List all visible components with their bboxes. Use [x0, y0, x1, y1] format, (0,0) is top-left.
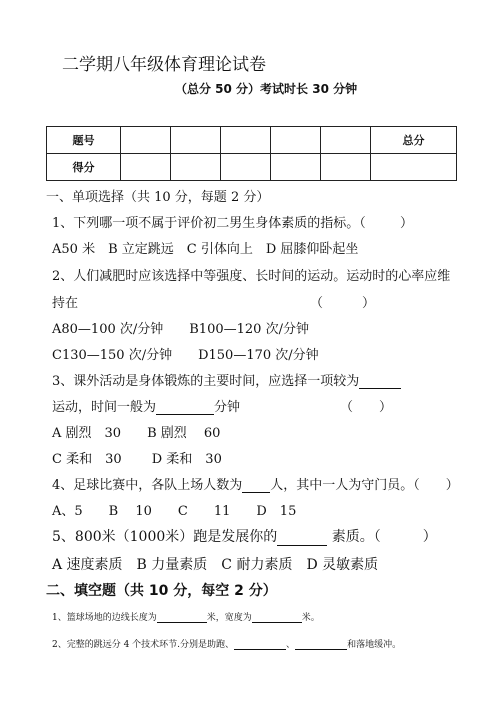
table-cell: 得分 [47, 154, 121, 181]
q3-options-2: C 柔和 30 D 柔和 30 [52, 452, 222, 467]
fill-q2-part-b: 、 [286, 640, 296, 650]
q4-cont-part: 人，其中一人为守门员。（ ） [270, 478, 459, 493]
q2-text: 2、人们减肥时应该选择中等强度、长时间的运动。运动时的心率应维 [52, 269, 451, 284]
exam-subtitle: （总分 50 分）考试时长 30 分钟 [175, 82, 358, 96]
table-cell [271, 127, 321, 154]
fill-q2-blank-1[interactable] [234, 639, 286, 650]
fill-q1-blank-1[interactable] [157, 612, 207, 623]
q5-text [52, 526, 437, 546]
fill-q1-part-b: 米，宽度为 [206, 613, 252, 623]
q3-cont-part1: 运动，时间一般为 [52, 400, 157, 415]
score-table-score-row [47, 154, 457, 181]
score-input-cell[interactable] [371, 154, 457, 181]
score-table-header-row [47, 127, 457, 154]
score-input-cell[interactable] [221, 154, 271, 181]
section2-heading: 二、填空题（共 10 分，每空 2 分） [46, 583, 277, 599]
fill-q1-part-c: 米。 [301, 613, 320, 623]
q5-options: A 速度素质 B 力量素质 C 耐力素质 D 灵敏素质 [52, 557, 379, 573]
score-input-cell[interactable] [121, 154, 171, 181]
fill-q1-part-a: 1、篮球场地的边线长度为 [52, 613, 157, 623]
fill-q2-blank-2[interactable] [295, 639, 347, 650]
q5-blank[interactable] [277, 533, 327, 546]
q3-cont [52, 396, 240, 415]
q1-text: 1、下列哪一项不属于评价初二男生身体素质的指标。（ [52, 216, 366, 231]
q3-options-1: A 剧烈 30 B 剧烈 60 [52, 426, 221, 441]
q1-close: ） [400, 216, 414, 231]
q3-answer-paren[interactable]: （ ） [340, 400, 393, 415]
score-input-cell[interactable] [271, 154, 321, 181]
exam-title: 二学期八年级体育理论试卷 [62, 55, 266, 75]
q3-blank-2[interactable] [156, 402, 214, 415]
q2-cont: 持在 [52, 296, 79, 311]
section1-heading: 一、单项选择（共 10 分，每题 2 分） [46, 190, 270, 205]
fill-q1-blank-2[interactable] [252, 612, 302, 623]
score-table [46, 126, 457, 181]
q1-options: A50 米 B 立定跳远 C 引体向上 D 屈膝仰卧起坐 [52, 242, 359, 257]
score-input-cell[interactable] [171, 154, 221, 181]
table-cell: 总分 [371, 127, 457, 154]
q3-text [52, 370, 401, 389]
q4-options: A、5 B 10 C 11 D 15 [52, 504, 297, 519]
fill-q2-part-a: 2、完整的跳远分 4 个技术环节.分别是助跑、 [52, 640, 235, 650]
table-cell [221, 127, 271, 154]
table-cell [121, 127, 171, 154]
q2-options-2: C130—150 次/分钟 D150—170 次/分钟 [52, 348, 319, 363]
fill-q2-part-c: 和落地缓冲。 [347, 640, 402, 650]
fill-q2 [52, 637, 401, 650]
q2-options-1: A80—100 次/分钟 B100—120 次/分钟 [52, 322, 309, 337]
q2-answer-paren[interactable]: （ ） [310, 296, 376, 311]
q3-cont-part2: 分钟 [214, 400, 241, 415]
score-input-cell[interactable] [321, 154, 371, 181]
table-cell [171, 127, 221, 154]
q4-text-part: 4、足球比赛中，各队上场人数为 [52, 478, 243, 493]
q4-text [52, 474, 459, 493]
q3-blank-1[interactable] [359, 376, 401, 389]
q5-text-part: 5、800米（1000米）跑是发展你的 [52, 529, 278, 545]
table-cell [321, 127, 371, 154]
q4-blank[interactable] [242, 480, 270, 493]
fill-q1 [52, 610, 320, 623]
table-cell: 题号 [47, 127, 121, 154]
q5-cont-part: 素质。（ ） [327, 529, 437, 545]
q3-text-part: 3、课外活动是身体锻炼的主要时间，应选择一项较为 [52, 374, 360, 389]
